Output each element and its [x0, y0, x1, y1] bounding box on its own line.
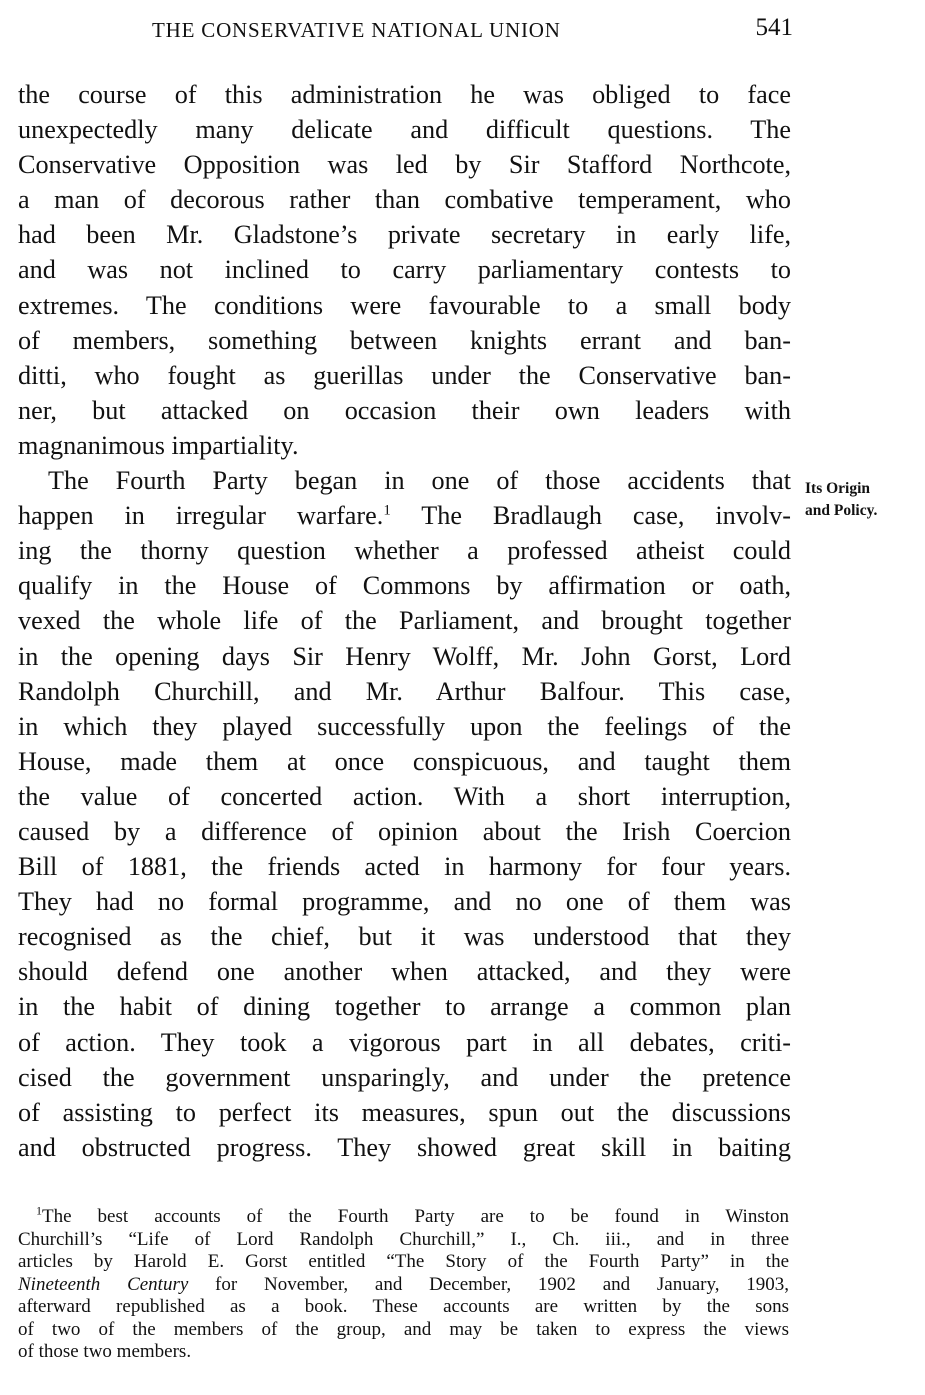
text-line: of assisting to perfect its measures, spun out the discussions [18, 1097, 791, 1127]
text-line: in the habit of dining together to arrange a common plan [18, 992, 791, 1022]
margin-note-line: and Policy. [805, 502, 878, 519]
text-segment: happen in irregular warfare. [18, 501, 384, 531]
text-line: had been Mr. Gladstone’s private secretary in early life, [18, 220, 791, 250]
text-line: of action. They took a vigorous part in all debates, criti- [18, 1027, 791, 1057]
margin-note-line: Its Origin [805, 480, 871, 497]
text-line: Randolph Churchill, and Mr. Arthur Balfour. This case, [18, 676, 791, 706]
text-line: and was not inclined to carry parliamentary contests to [18, 255, 791, 285]
footnote-line: of those two members. [18, 1341, 192, 1362]
text-line: should defend one another when attacked, and they were [18, 957, 791, 987]
text-line: They had no formal programme, and no one of them was [18, 887, 791, 917]
page-number: 541 [755, 14, 793, 41]
text-line: and obstructed progress. They showed great skill in baiting [18, 1132, 791, 1162]
text-line: The Fourth Party began in one of those accidents that [48, 466, 791, 496]
text-line: magnanimous impartiality. [18, 430, 299, 460]
text-line: the course of this administration he was obliged to face [18, 80, 791, 109]
text-line: House, made them at once conspicuous, and taught them [18, 746, 791, 776]
text-line: the value of concerted action. With a short interruption, [18, 781, 791, 811]
text-line: recognised as the chief, but it was understood that they [18, 922, 791, 952]
footnote-line: afterward republished as a book. These accounts are written by the sons [18, 1296, 789, 1317]
footnote [18, 1203, 789, 1364]
footnote-line: Churchill’s “Life of Lord Randolph Churchill,” I., Ch. iii., and in three [18, 1228, 789, 1250]
text-line: vexed the whole life of the Parliament, and brought together [18, 606, 791, 636]
footnote-text: for November, and December, 1902 and January, 1903, [188, 1273, 789, 1295]
footnote-line: articles by Harold E. Gorst entitled “The Story of the Fourth Party” in the [18, 1251, 789, 1272]
text-line [18, 498, 791, 533]
text-line: in the opening days Sir Henry Wolff, Mr. John Gorst, Lord [18, 641, 791, 671]
footnote-line [18, 1203, 789, 1229]
text-line: ner, but attacked on occasion their own leaders with [18, 395, 791, 425]
footnote-text: The best accounts of the Fourth Party are to be found in Winston [42, 1206, 789, 1227]
text-line: ing the thorny question whether a professed atheist could [18, 536, 791, 566]
footnote-reference[interactable]: 1 [383, 502, 391, 519]
text-segment: The Bradlaugh case, involv- [421, 501, 791, 531]
body-text [18, 77, 791, 1165]
text-line: cised the government unsparingly, and under the pretence [18, 1062, 791, 1092]
text-line: Conservative Opposition was led by Sir Stafford Northcote, [18, 150, 791, 180]
margin-note [805, 478, 920, 522]
text-line: in which they played successfully upon the feelings of the [18, 711, 791, 741]
text-line: unexpectedly many delicate and difficult questions. The [18, 115, 791, 145]
text-line: a man of decorous rather than combative temperament, who [18, 185, 791, 215]
text-line: caused by a difference of opinion about the Irish Coercion [18, 816, 791, 846]
text-line: extremes. The conditions were favourable to a small body [18, 290, 791, 320]
footnote-line [18, 1274, 789, 1297]
text-line: qualify in the House of Commons by affirmation or oath, [18, 571, 791, 601]
page-header [18, 14, 793, 46]
text-line: of members, something between knights errant and ban- [18, 325, 791, 355]
running-title: THE CONSERVATIVE NATIONAL UNION [152, 18, 561, 42]
text-line: ditti, who fought as guerillas under the Conservative ban- [18, 360, 791, 390]
footnote-mark: 1 [36, 1203, 42, 1218]
text-line: Bill of 1881, the friends acted in harmony for four years. [18, 852, 791, 882]
journal-title: Nineteenth Century [18, 1273, 189, 1295]
footnote-line: of two of the members of the group, and may be taken to express the views [18, 1318, 789, 1340]
